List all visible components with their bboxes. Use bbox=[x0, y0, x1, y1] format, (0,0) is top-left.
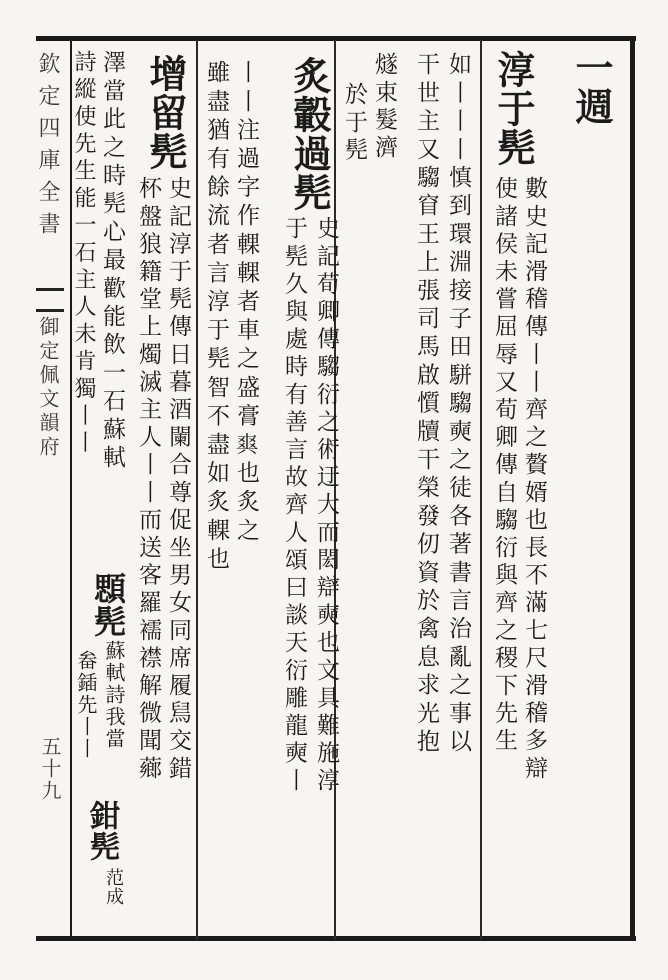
entry-headword: 顋髡 bbox=[89, 572, 127, 638]
entry-text-line: 雖盡猶有餘流者言淳于髡智不盡如炙輠也 bbox=[203, 60, 229, 575]
entry-text-line: 蘇軾詩我當 bbox=[102, 640, 126, 750]
spine-fishtail-mark bbox=[36, 288, 64, 312]
entry-headword: 淳于髡 bbox=[491, 50, 536, 167]
entry-text-line: 燧束髮濟 bbox=[371, 52, 397, 163]
entry-text-line: 史記淳于髡傳日暮酒闌合尊促坐男女同席履舃交錯 bbox=[165, 176, 191, 784]
spine-title: 欽定四庫全書 bbox=[35, 52, 60, 244]
entry-text-line: 如丨丨丨慎到環淵接子田駢騶奭之徒各著書言治亂之事以 bbox=[445, 52, 471, 757]
entry-text-line: 于髡久與處時有善言故齊人頌曰談天衍雕龍奭丨 bbox=[281, 216, 307, 796]
entry-text-line: 畚鍤先丨丨 bbox=[74, 650, 98, 760]
entry-text-line: 杯盤狼籍堂上燭滅主人丨丨而送客羅襦襟解微聞薌 bbox=[135, 176, 161, 784]
rhyme-label: 一週 bbox=[569, 48, 614, 126]
spine-subtitle: 御定佩文韻府 bbox=[36, 316, 60, 460]
entry-text-line: 丨丨注過字作輠輠者車之盛膏𤕤也炙之 bbox=[233, 60, 259, 547]
entry-headword: 增留髡 bbox=[143, 54, 188, 171]
entry-headword: 鉗髡 bbox=[84, 800, 119, 862]
column-divider bbox=[480, 40, 482, 940]
entry-headword: 炙轂過髡 bbox=[287, 56, 332, 212]
entry-text-line: 使諸侯未嘗屈辱又荀卿傳自騶衍與齊之稷下先生 bbox=[491, 176, 517, 756]
bottom-rule bbox=[36, 936, 636, 941]
top-rule bbox=[36, 36, 636, 41]
right-rule bbox=[630, 36, 635, 941]
entry-text-line: 干世主又騶窅王上張司馬啟懫牘干榮發仞資於禽息求光抱 bbox=[413, 52, 439, 757]
entry-text-line: 詩縱使先生能一石主人未肯獨丨丨 bbox=[71, 50, 96, 458]
entry-text-line: 於于髡 bbox=[341, 82, 367, 165]
column-divider bbox=[196, 40, 198, 940]
entry-text-line: 澤當此之時髡心最歡能飲一石蘇軾 bbox=[99, 50, 125, 473]
entry-text-line: 范成 bbox=[103, 868, 124, 906]
entry-text-line: 史記荀卿傳騶衍之術迂大而閎辯奭也文具難施淳 bbox=[313, 216, 339, 796]
spine-page-number: 五十九 bbox=[38, 736, 62, 802]
entry-text-line: 數史記滑稽傳丨丨齊之贅婿也長不滿七尺滑稽多辯 bbox=[521, 176, 547, 784]
